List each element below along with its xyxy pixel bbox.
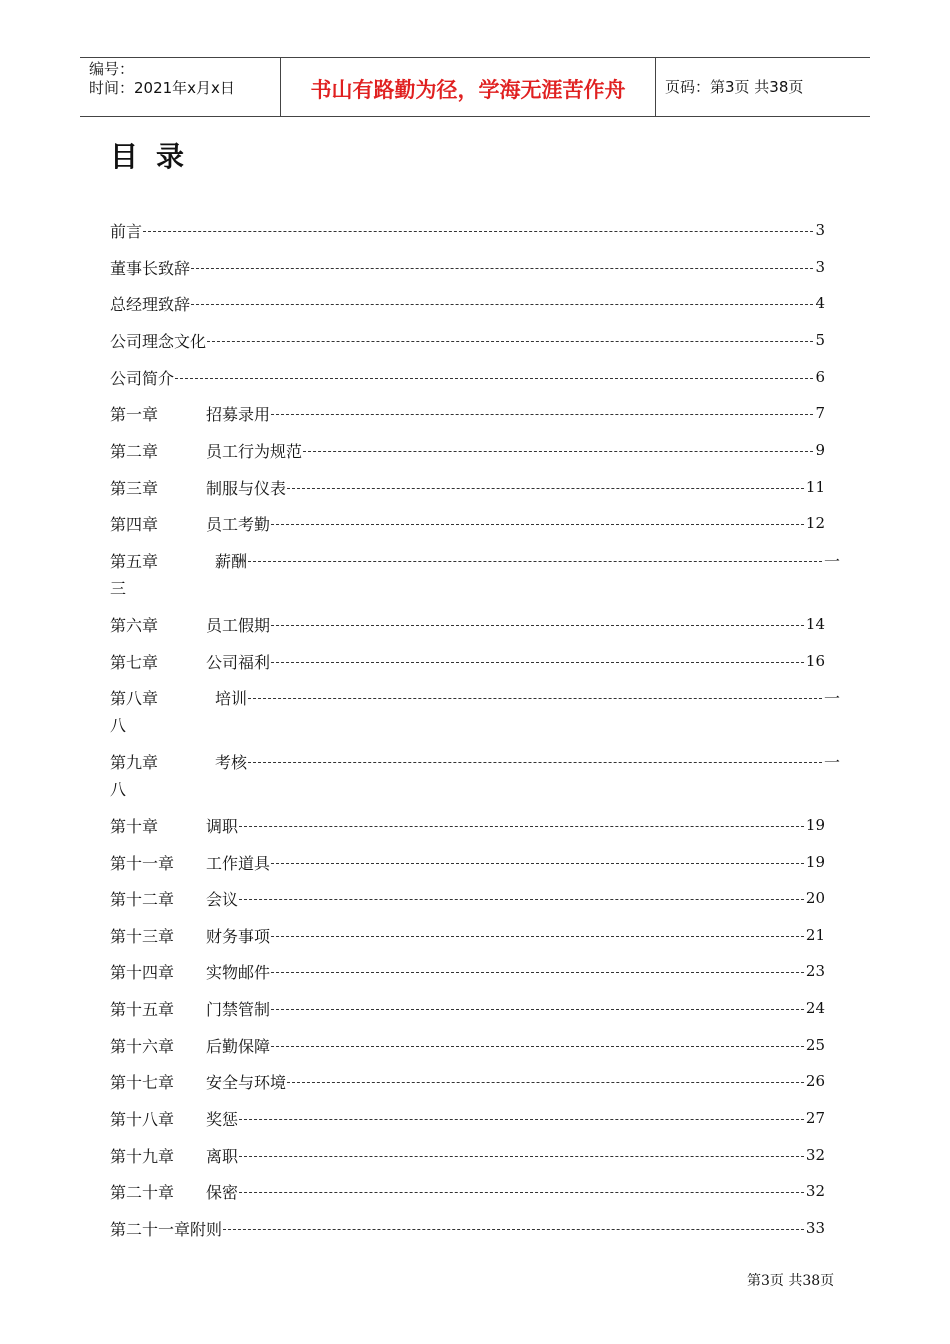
toc-page-number: 5 [815, 331, 825, 349]
toc-entry[interactable] [110, 650, 825, 672]
toc-entry[interactable] [110, 1070, 825, 1092]
toc-entry[interactable] [110, 476, 825, 498]
toc-chapter-title: 门禁管制 [206, 999, 271, 1019]
toc-chapter-number: 第一章 [110, 404, 159, 424]
toc-page-number: 20 [805, 889, 825, 907]
toc-dot-leader [239, 899, 804, 900]
toc-dot-leader [271, 625, 804, 626]
toc-chapter-number: 第四章 [110, 514, 159, 534]
toc-dot-leader [239, 1119, 804, 1120]
toc-chapter-title: 考核 [215, 752, 248, 772]
toc-chapter-title: 总经理致辞 [110, 294, 191, 314]
toc-chapter-title: 公司福利 [206, 652, 271, 672]
toc-page-number: 9 [815, 441, 825, 459]
toc-entry[interactable] [110, 256, 825, 278]
toc-dot-leader [271, 1009, 804, 1010]
page-header [80, 57, 870, 117]
toc-entry[interactable] [110, 512, 825, 534]
header-meta-cell [80, 58, 281, 116]
toc-page-number: 32 [805, 1146, 825, 1164]
toc-dot-leader [287, 1082, 804, 1083]
document-date-label: 时间：2021年x月x日 [89, 79, 235, 97]
toc-wrapped-page-number: 八 [110, 716, 127, 735]
toc-chapter-number: 第十一章 [110, 853, 175, 873]
toc-entry[interactable] [110, 549, 840, 571]
toc-dot-leader [191, 304, 813, 305]
toc-dot-leader [239, 1156, 804, 1157]
header-motto: 书山有路勤为径，学海无涯苦作舟 [310, 78, 626, 102]
toc-chapter-number: 第八章 [110, 688, 159, 708]
toc-dot-leader [248, 762, 822, 763]
toc-page-number: 6 [815, 368, 825, 386]
toc-chapter-title: 会议 [206, 889, 239, 909]
toc-chapter-title: 奖惩 [206, 1109, 239, 1129]
toc-entry[interactable] [110, 851, 825, 873]
toc-chapter-number: 第十二章 [110, 889, 175, 909]
toc-chapter-title: 公司理念文化 [110, 331, 207, 351]
toc-page-number: 11 [805, 478, 825, 496]
toc-wrapped-page-number: 三 [110, 579, 127, 598]
toc-chapter-number: 第十五章 [110, 999, 175, 1019]
toc-page-number: 19 [805, 816, 825, 834]
toc-chapter-title: 保密 [206, 1182, 239, 1202]
toc-page-number: 3 [815, 258, 825, 276]
header-motto-cell [281, 58, 656, 116]
toc-dot-leader [223, 1229, 804, 1230]
toc-dot-leader [271, 863, 804, 864]
header-page-number: 页码：第3页 共38页 [665, 78, 804, 96]
toc-page-number: 25 [805, 1036, 825, 1054]
toc-chapter-title: 招募录用 [206, 404, 271, 424]
toc-entry[interactable] [110, 329, 825, 351]
toc-chapter-title: 制服与仪表 [206, 478, 287, 498]
toc-page-number: 3 [815, 221, 825, 239]
toc-entry[interactable] [110, 814, 825, 836]
toc-dot-leader [239, 1192, 804, 1193]
toc-chapter-number: 第十章 [110, 816, 159, 836]
toc-chapter-number: 第三章 [110, 478, 159, 498]
toc-chapter-title: 调职 [206, 816, 239, 836]
toc-page-number: 21 [805, 926, 825, 944]
toc-page-number: 33 [805, 1219, 825, 1237]
toc-chapter-number: 第十三章 [110, 926, 175, 946]
toc-chapter-title: 培训 [215, 688, 248, 708]
toc-chapter-number: 第十九章 [110, 1146, 175, 1166]
toc-page-number: 16 [805, 652, 825, 670]
toc-page-number: 7 [815, 404, 825, 422]
toc-entry[interactable] [110, 1107, 825, 1129]
toc-entry[interactable] [110, 750, 840, 772]
toc-chapter-title: 附则 [190, 1219, 223, 1239]
toc-page-number: 19 [805, 853, 825, 871]
toc-entry[interactable] [110, 1034, 825, 1056]
toc-dot-leader [143, 231, 813, 232]
toc-chapter-number: 第七章 [110, 652, 159, 672]
toc-chapter-number: 第二章 [110, 441, 159, 461]
toc-dot-leader [271, 936, 804, 937]
toc-page-number: 12 [805, 514, 825, 532]
toc-chapter-title: 员工行为规范 [206, 441, 303, 461]
toc-page-number: 23 [805, 962, 825, 980]
toc-entry[interactable] [110, 997, 825, 1019]
toc-dot-leader [271, 972, 804, 973]
toc-chapter-number: 第十六章 [110, 1036, 175, 1056]
toc-chapter-number: 第六章 [110, 615, 159, 635]
toc-dot-leader [175, 378, 813, 379]
toc-entry[interactable] [110, 686, 840, 708]
toc-page-number: 32 [805, 1182, 825, 1200]
toc-wrapped-page-number: 八 [110, 780, 127, 799]
toc-dot-leader [248, 698, 822, 699]
toc-page-number: 一 [823, 752, 840, 772]
toc-chapter-number: 第十七章 [110, 1072, 175, 1092]
toc-title: 目录 [110, 140, 203, 173]
toc-entry[interactable] [110, 1180, 825, 1202]
toc-entry[interactable] [110, 292, 825, 314]
toc-chapter-number: 第二十一章 [110, 1219, 191, 1239]
document-number-label: 编号： [89, 60, 135, 78]
toc-chapter-number: 第五章 [110, 551, 159, 571]
toc-dot-leader [271, 662, 804, 663]
toc-entry[interactable] [110, 960, 825, 982]
header-page-cell [656, 58, 870, 116]
toc-chapter-title: 员工假期 [206, 615, 271, 635]
toc-entry[interactable] [110, 613, 825, 635]
toc-entry[interactable] [110, 924, 825, 946]
toc-dot-leader [303, 451, 813, 452]
toc-chapter-title: 薪酬 [215, 551, 248, 571]
toc-dot-leader [271, 414, 813, 415]
toc-chapter-title: 董事长致辞 [110, 258, 191, 278]
toc-page-number: 一 [823, 688, 840, 708]
toc-page-number: 一 [823, 551, 840, 571]
toc-entry[interactable] [110, 1217, 825, 1239]
toc-entry[interactable] [110, 439, 825, 461]
toc-chapter-title: 工作道具 [206, 853, 271, 873]
toc-chapter-title: 前言 [110, 221, 143, 241]
toc-page-number: 27 [805, 1109, 825, 1127]
toc-entry[interactable] [110, 887, 825, 909]
toc-chapter-number: 第九章 [110, 752, 159, 772]
toc-chapter-number: 第二十章 [110, 1182, 175, 1202]
toc-chapter-title: 安全与环境 [206, 1072, 287, 1092]
page-footer: 第3页 共38页 [747, 1273, 835, 1289]
toc-dot-leader [248, 561, 822, 562]
toc-chapter-number: 第十四章 [110, 962, 175, 982]
toc-chapter-title: 后勤保障 [206, 1036, 271, 1056]
toc-page-number: 4 [815, 294, 825, 312]
toc-chapter-title: 财务事项 [206, 926, 271, 946]
toc-dot-leader [239, 826, 804, 827]
toc-chapter-number: 第十八章 [110, 1109, 175, 1129]
toc-dot-leader [191, 268, 813, 269]
toc-entry[interactable] [110, 1144, 825, 1166]
toc-page-number: 26 [805, 1072, 825, 1090]
toc-page-number: 24 [805, 999, 825, 1017]
toc-dot-leader [271, 1046, 804, 1047]
toc-dot-leader [287, 488, 804, 489]
toc-entry[interactable] [110, 219, 825, 241]
toc-chapter-title: 离职 [206, 1146, 239, 1166]
toc-entry[interactable] [110, 366, 825, 388]
toc-entry[interactable] [110, 402, 825, 424]
toc-dot-leader [207, 341, 813, 342]
toc-dot-leader [271, 524, 804, 525]
toc-chapter-title: 实物邮件 [206, 962, 271, 982]
toc-page-number: 14 [805, 615, 825, 633]
toc-chapter-title: 公司简介 [110, 368, 175, 388]
toc-chapter-title: 员工考勤 [206, 514, 271, 534]
